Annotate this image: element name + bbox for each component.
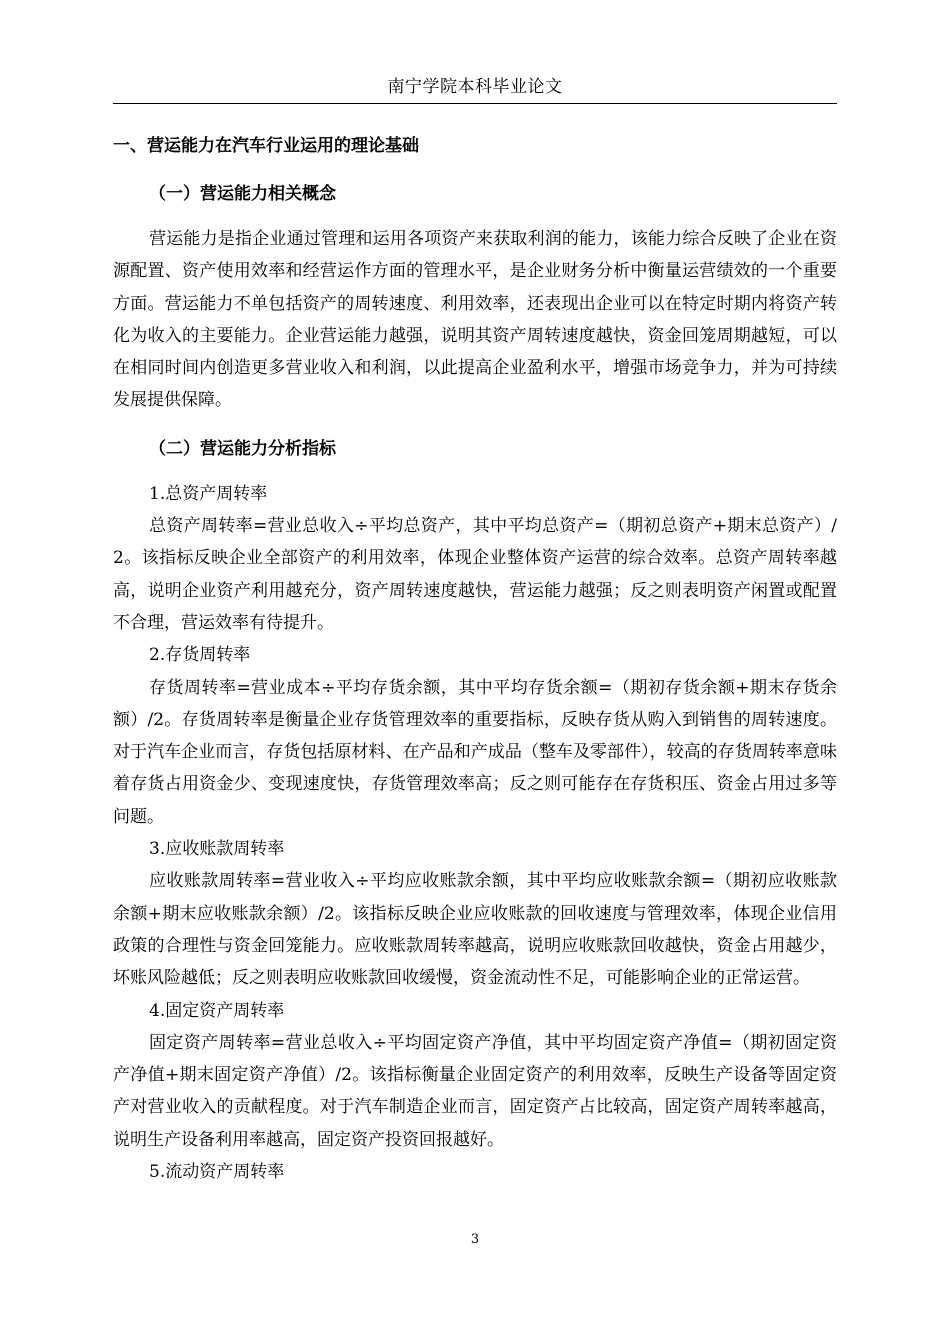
indicator-paragraph-fixed-asset-turnover: 固定资产周转率=营业总收入÷平均固定资产净值，其中平均固定资产净值=（期初固定资产净值+期末固定资产净值）/2。该指标衡量企业固定资产的利用效率，反映生产设备等固定资产对营业收入的贡献程度。对于汽车制造企业而言，固定资产占比较高，固定资产周转率越高，说明生产设备利用率越高，固定资产投资回报越好。 [113, 1032, 837, 1150]
indicator-title-total-asset-turnover: 1.总资产周转率 [149, 483, 268, 504]
indicator-title-inventory-turnover: 2.存货周转率 [149, 645, 251, 666]
indicator-paragraph-inventory-turnover: 存货周转率=营业成本÷平均存货余额，其中平均存货余额=（期初存货余额+期末存货余额）/2。存货周转率是衡量企业存货管理效率的重要指标，反映存货从购入到销售的周转速度。对于汽车企业而言，存货包括原材料、在产品和产成品（整车及零部件），较高的存货周转率意味着存货占用资金少、变现速度快，存货管理效率高；反之则可能存在存货积压、资金占用过多等问题。 [113, 677, 837, 827]
subsection-heading-concepts: （一）营运能力相关概念 [149, 184, 336, 204]
header-rule [113, 103, 837, 104]
page-body [113, 130, 837, 1188]
indicator-title-fixed-asset-turnover: 4.固定资产周转率 [149, 1000, 285, 1021]
indicator-title-receivables-turnover: 3.应收账款周转率 [149, 839, 285, 860]
page-number: 3 [470, 1232, 480, 1247]
indicator-paragraph-total-asset-turnover: 总资产周转率=营业总收入÷平均总资产，其中平均总资产=（期初总资产+期末总资产）/2。该指标反映企业全部资产的利用效率，体现企业整体资产运营的综合效率。总资产周转率越高，说明企业资产利用越充分，资产周转速度越快，营运能力越强；反之则表明资产闲置或配置不合理，营运效率有待提升。 [113, 516, 837, 633]
indicator-paragraph-receivables-turnover: 应收账款周转率=营业收入÷平均应收账款余额，其中平均应收账款余额=（期初应收账款余额+期末应收账款余额）/2。该指标反映企业应收账款的回收速度与管理效率，体现企业信用政策的合理性与资金回笼能力。应收账款周转率越高，说明应收账款回收越快，资金占用越少，坏账风险越低；反之则表明应收账款回收缓慢，资金流动性不足，可能影响企业的正常运营。 [113, 871, 837, 989]
subsection-heading-indicators: （二）营运能力分析指标 [149, 438, 336, 459]
indicator-title-current-asset-turnover: 5.流动资产周转率 [149, 1162, 285, 1183]
section-heading: 一、营运能力在汽车行业运用的理论基础 [113, 136, 419, 156]
concepts-paragraph: 营运能力是指企业通过管理和运用各项资产来获取利润的能力，该能力综合反映了企业在资源配置、资产使用效率和经营运作方面的管理水平，是企业财务分析中衡量运营绩效的一个重要方面。营运能力不单包括资产的周转速度、利用效率，还表现出企业可以在特定时期内将资产转化为收入的主要能力。企业营运能力越强，说明其资产周转速度越快，资金回笼周期越短，可以在相同时间内创造更多营业收入和利润，以此提高企业盈利水平，增强市场竞争力，并为可持续发展提供保障。 [113, 229, 837, 411]
running-header: 南宁学院本科毕业论文 [387, 77, 563, 97]
